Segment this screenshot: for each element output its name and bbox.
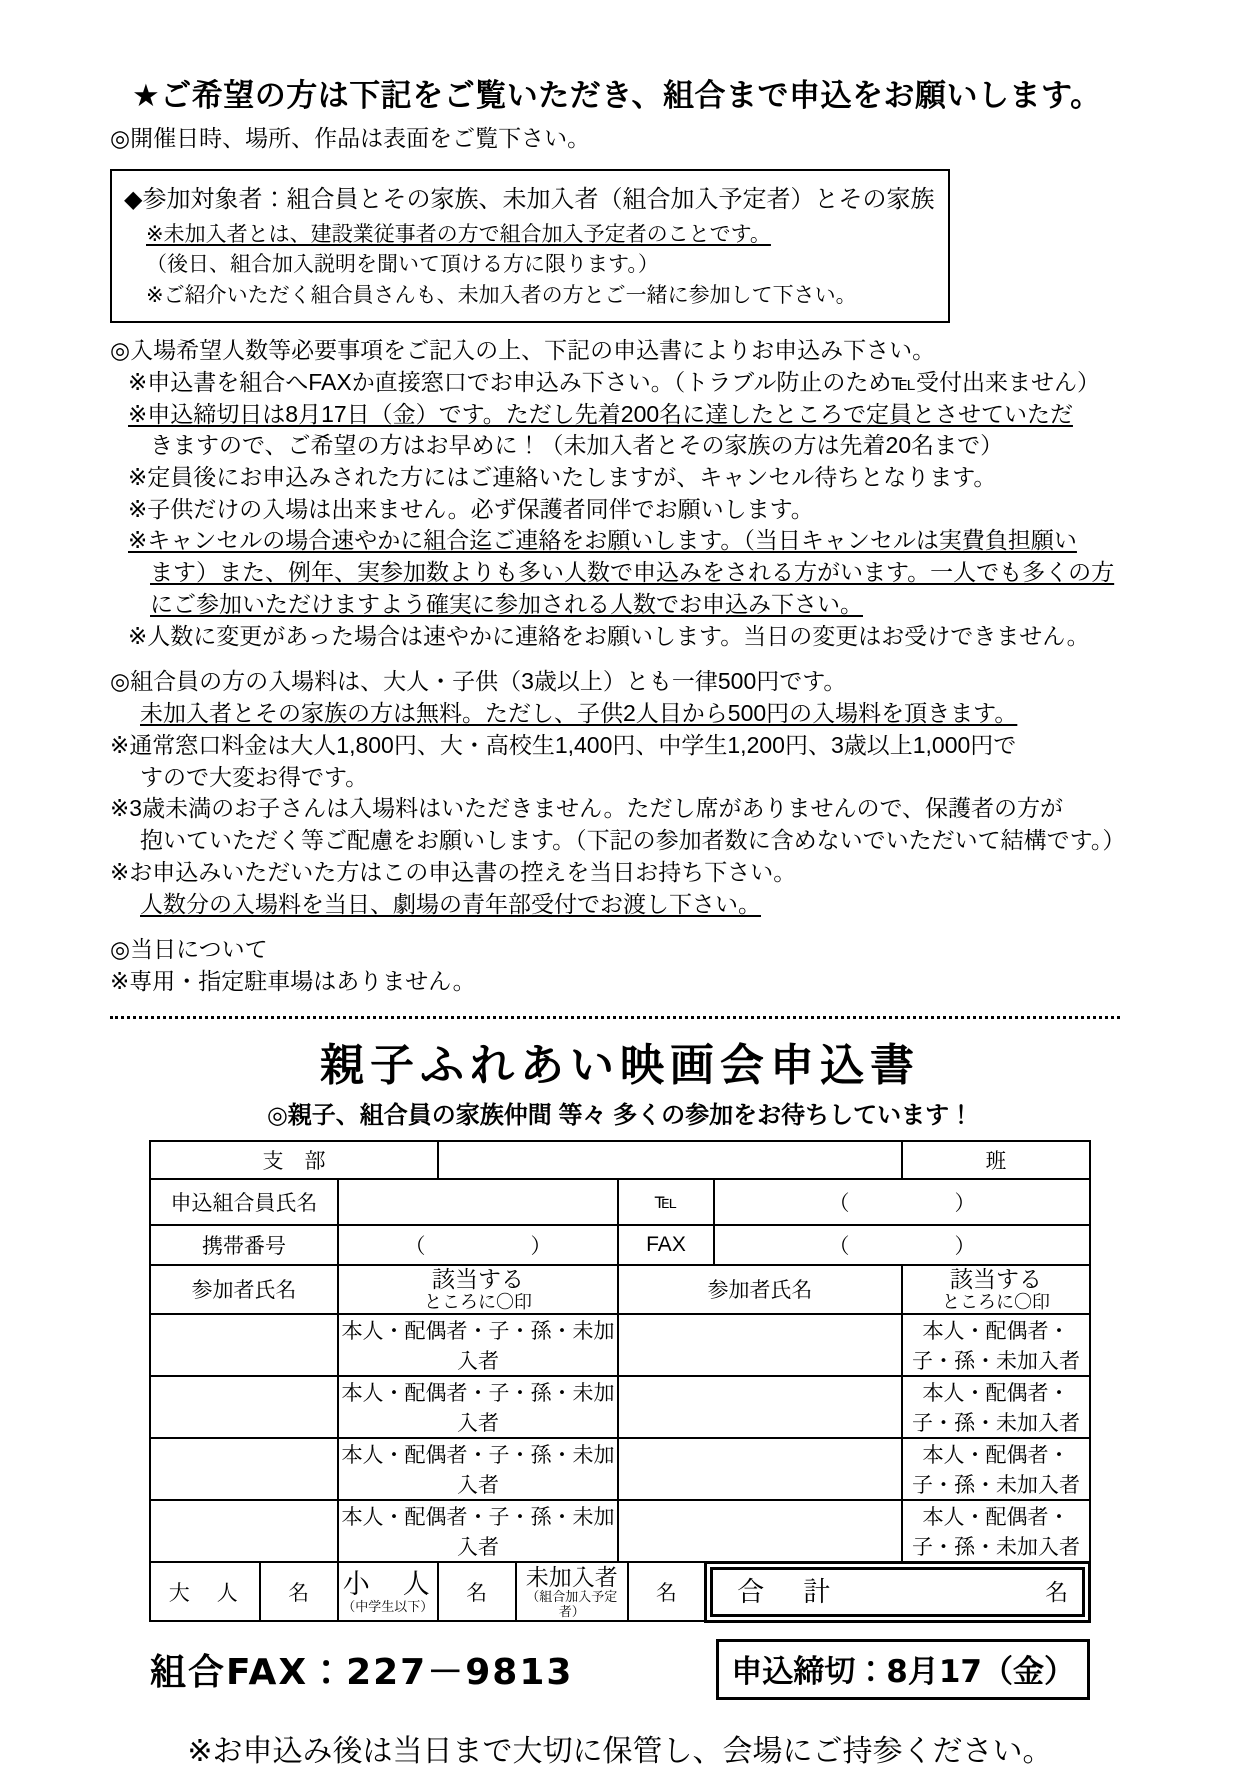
total-inner-box [710,1567,1085,1617]
table-row-branch [150,1141,1090,1179]
apply-line-10: ※人数に変更があった場合は速やかに連絡をお願いします。当日の変更はお受けできません。 [128,622,1090,649]
participant-name-header-right: 参加者氏名 [618,1265,902,1314]
relation-options[interactable]: 本人・配偶者・子・孫・未加入者 [338,1500,618,1562]
fee-line-7: ※お申込みいただいた方はこの申込書の控えを当日お持ち下さい。 [110,858,797,885]
participant-name-input[interactable] [150,1438,338,1500]
apply-line-7: ※キャンセルの場合速やかに組合迄ご連絡をお願いします。（当日キャンセルは実費負担願い [128,527,1077,554]
table-row [150,1376,1090,1438]
fax-input[interactable]: （ ） [714,1225,1090,1265]
total-cell[interactable] [706,1562,1090,1621]
totals-table [149,1561,1092,1623]
participant-name-input[interactable] [150,1500,338,1562]
content-wrapper [110,70,1130,1770]
application-form [110,1029,1130,1770]
apply-line-4: きますので、ご希望の方はお早めに！（未加入者とその家族の方は先着20名まで） [150,432,1004,459]
fee-line-4: すので大変お得です。 [140,763,369,790]
nonmember-count-input[interactable]: 名 [628,1562,706,1621]
branch-label: 支 部 [150,1141,438,1179]
table-row-participant-header [150,1265,1090,1314]
participant-name-input[interactable] [150,1376,338,1438]
member-name-input[interactable] [338,1179,618,1225]
table-row [150,1314,1090,1376]
nonmember-note: （組合加入予定者） [526,1589,618,1620]
fee-line-6: 抱いていただく等ご配慮をお願いします。（下記の参加者数に含めないでいただいて結構です。） [140,827,1126,854]
table-row [150,1438,1090,1500]
tel-input[interactable]: （ ） [714,1179,1090,1225]
child-count-input[interactable]: 名 [438,1562,516,1621]
relation-options[interactable]: 本人・配偶者・子・孫・未加入者 [338,1314,618,1376]
fax-label: FAX [618,1225,714,1265]
fee-line-8: 人数分の入場料を当日、劇場の青年部受付でお渡し下さい。 [140,890,761,917]
child-label: 小 人 [342,1568,433,1599]
mark-header-right-main: 該当する [950,1265,1043,1292]
mark-header-right [902,1265,1090,1314]
form-subtitle: ◎親子、組合員の家族仲間 等々 多くの参加をお待ちしています！ [266,1101,974,1129]
nonmember-label-cell [516,1562,628,1621]
notice-headline: ★ご希望の方は下記をご覧いただき、組合まで申込をお願いします。 [132,78,1102,113]
fee-line-2: 未加入者とその家族の方は無料。ただし、子供2人目から500円の入場料を頂きます。 [140,700,1018,727]
participant-name-input[interactable] [618,1438,902,1500]
footer-row [150,1639,1090,1700]
apply-line-6: ※子供だけの入場は出来ません。必ず保護者同伴でお願いします。 [128,495,814,522]
mark-header-right-sub: ところに〇印 [942,1292,1051,1313]
relation-options[interactable]: 本人・配偶者・子・孫・未加入者 [902,1314,1090,1376]
member-name-label: 申込組合員氏名 [150,1179,338,1225]
adult-label: 大 人 [150,1562,260,1621]
table-row-member [150,1179,1090,1225]
tel-label: ℡ [618,1179,714,1225]
apply-line-9: にご参加いただけますよう確実に参加される人数でお申込み下さい。 [150,590,863,617]
application-table [149,1140,1091,1563]
target-audience-note-1: ※未加入者とは、建設業従事者の方で組合加入予定者のことです。 [146,222,771,246]
fee-line-1: ◎組合員の方の入場料は、大人・子供（3歳以上）とも一律500円です。 [110,668,847,695]
apply-line-1: ◎入場希望人数等必要事項をご記入の上、下記の申込書によりお申込み下さい。 [110,337,936,364]
relation-options[interactable]: 本人・配偶者・子・孫・未加入者 [338,1438,618,1500]
relation-options[interactable]: 本人・配偶者・子・孫・未加入者 [902,1376,1090,1438]
totals-row [150,1562,1090,1621]
relation-options[interactable]: 本人・配偶者・子・孫・未加入者 [338,1376,618,1438]
mark-header-left [338,1265,618,1314]
mark-header-left-sub: ところに〇印 [423,1292,532,1313]
fee-line-5: ※3歳未満のお子さんは入場料はいただきません。ただし席がありませんので、保護者の方が [110,795,1063,822]
apply-line-5: ※定員後にお申込みされた方にはご連絡いたしますが、キャンセル待ちとなります。 [128,463,997,490]
dotted-divider [110,1016,1120,1019]
target-audience-box [110,169,950,323]
union-fax: 組合FAX：227－9813 [150,1651,574,1693]
day-line-1: ◎当日について [110,936,268,963]
mobile-input[interactable]: （ ） [338,1225,618,1265]
mark-header-left-main: 該当する [431,1265,524,1292]
notice-venue-line: ◎開催日時、場所、作品は表面をご覧下さい。 [110,125,591,151]
target-audience-note-2: （後日、組合加入説明を聞いて頂ける方に限ります。） [146,253,659,277]
participant-name-header-left: 参加者氏名 [150,1265,338,1314]
total-unit: 名 [1045,1578,1069,1605]
apply-line-8: ます）また、例年、実参加数よりも多い人数で申込みをされる方がいます。一人でも多くの方 [150,559,1115,586]
branch-input[interactable] [438,1141,902,1179]
nonmember-label: 未加入者 [525,1563,618,1590]
deadline-badge: 申込締切：8月17（金） [716,1639,1090,1700]
group-label: 班 [902,1141,1090,1179]
child-label-cell [338,1562,438,1621]
participant-name-input[interactable] [618,1376,902,1438]
relation-options[interactable]: 本人・配偶者・子・孫・未加入者 [902,1438,1090,1500]
apply-line-2: ※申込書を組合へFAXか直接窓口でお申込み下さい。（トラブル防止のため℡受付出来ません） [128,368,1101,395]
apply-line-3: ※申込締切日は8月17日（金）です。ただし先着200名に達したところで定員とさせていただ [128,400,1073,427]
table-row [150,1500,1090,1562]
total-label: 合 計 [737,1576,837,1607]
target-audience-note-3: ※ご紹介いただく組合員さんも、未加入者の方とご一緒に参加して下さい。 [146,283,857,307]
child-note: （中学生以下） [342,1598,434,1614]
adult-count-input[interactable]: 名 [260,1562,338,1621]
target-audience-title: ◆参加対象者：組合員とその家族、未加入者（組合加入予定者）とその家族 [124,185,935,213]
day-line-2: ※専用・指定駐車場はありません。 [110,968,476,994]
relation-options[interactable]: 本人・配偶者・子・孫・未加入者 [902,1500,1090,1562]
form-title: 親子ふれあい映画会申込書 [320,1039,920,1091]
participant-name-input[interactable] [618,1314,902,1376]
mobile-label: 携帯番号 [150,1225,338,1265]
fee-line-3: ※通常窓口料金は大人1,800円、大・高校生1,400円、中学生1,200円、3歳以上1,000円で [110,731,1017,758]
table-row-mobile [150,1225,1090,1265]
participant-name-input[interactable] [150,1314,338,1376]
notice-section [110,70,1130,998]
participant-name-input[interactable] [618,1500,902,1562]
final-note: ※お申込み後は当日まで大切に保管し、会場にご持参ください。 [187,1734,1053,1768]
